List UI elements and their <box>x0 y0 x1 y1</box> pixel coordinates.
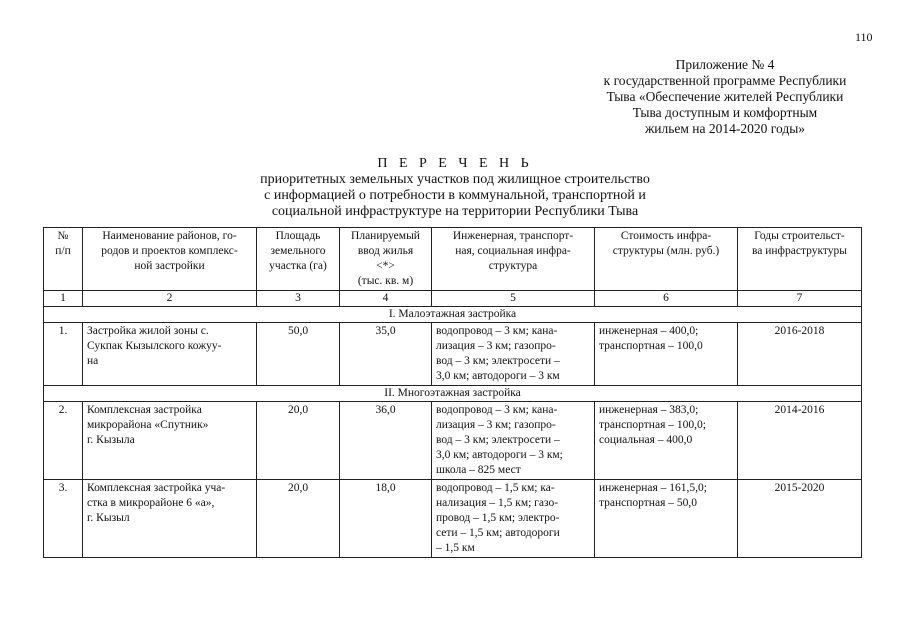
section-row-multi-storey <box>44 386 862 402</box>
column-number: 3 <box>257 291 340 307</box>
row-area: 50,0 <box>257 323 340 386</box>
row-cost: инженерная – 161,5,0; транспортная – 50,0 <box>595 480 738 558</box>
column-number: 6 <box>595 291 738 307</box>
appendix-line: жильем на 2014-2020 годы» <box>644 121 806 136</box>
appendix-line: Приложение № 4 <box>675 57 775 72</box>
title-heading: П Е Р Е Ч Е Н Ь <box>377 156 533 171</box>
appendix-note <box>560 57 890 137</box>
appendix-line: Тыва доступным и комфортным <box>632 105 818 120</box>
table-row <box>44 480 862 558</box>
row-infrastructure: водопровод – 3 км; кана- лизация – 3 км; газопро- вод – 3 км; электросети – 3,0 км; автодороги – 3 км; школа – 825 мест <box>432 402 595 480</box>
row-years: 2016-2018 <box>738 323 862 386</box>
row-cost: инженерная – 383,0; транспортная – 100,0; социальная – 400,0 <box>595 402 738 480</box>
appendix-line: Тыва «Обеспечение жителей Республики <box>606 89 844 104</box>
row-housing: 18,0 <box>340 480 432 558</box>
column-number: 4 <box>340 291 432 307</box>
title-line: с информацией о потребности в коммунальной, транспортной и <box>264 188 646 203</box>
land-plots-table <box>43 227 862 558</box>
column-number: 7 <box>738 291 862 307</box>
appendix-line: к государственной программе Республики <box>603 73 847 88</box>
row-years: 2015-2020 <box>738 480 862 558</box>
table-row <box>44 323 862 386</box>
column-number: 2 <box>83 291 257 307</box>
row-housing: 35,0 <box>340 323 432 386</box>
row-name: Застройка жилой зоны с. Сукпак Кызылского кожуу- на <box>83 323 257 386</box>
table-header-row <box>44 228 862 291</box>
section-title: I. Малоэтажная застройка <box>44 307 862 323</box>
row-area: 20,0 <box>257 402 340 480</box>
table-row <box>44 402 862 480</box>
row-num: 1. <box>44 323 83 386</box>
page-number: 110 <box>855 30 873 44</box>
row-housing: 36,0 <box>340 402 432 480</box>
row-name: Комплексная застройка уча- стка в микрорайоне 6 «а», г. Кызыл <box>83 480 257 558</box>
header-area: Площадь земельного участка (га) <box>257 228 340 291</box>
header-name: Наименование районов, го- родов и проектов комплекс- ной застройки <box>83 228 257 291</box>
row-area: 20,0 <box>257 480 340 558</box>
row-num: 2. <box>44 402 83 480</box>
row-years: 2014-2016 <box>738 402 862 480</box>
row-infrastructure: водопровод – 3 км; кана- лизация – 3 км; газопро- вод – 3 км; электросети – 3,0 км; автодороги – 3 км <box>432 323 595 386</box>
row-name: Комплексная застройка микрорайона «Спутник» г. Кызыла <box>83 402 257 480</box>
header-num: № п/п <box>44 228 83 291</box>
column-number: 5 <box>432 291 595 307</box>
column-number: 1 <box>44 291 83 307</box>
row-cost: инженерная – 400,0; транспортная – 100,0 <box>595 323 738 386</box>
header-housing: Планируемый ввод жилья <*> (тыс. кв. м) <box>340 228 432 291</box>
document-title <box>225 156 685 220</box>
row-num: 3. <box>44 480 83 558</box>
title-line: приоритетных земельных участков под жилищное строительство <box>260 172 650 187</box>
section-title: II. Многоэтажная застройка <box>44 386 862 402</box>
title-line: социальной инфраструктуре на территории Республики Тыва <box>271 204 639 219</box>
header-cost: Стоимость инфра- структуры (млн. руб.) <box>595 228 738 291</box>
header-years: Годы строительст- ва инфраструктуры <box>738 228 862 291</box>
column-number-row <box>44 291 862 307</box>
section-row-low-rise <box>44 307 862 323</box>
row-infrastructure: водопровод – 1,5 км; ка- нализация – 1,5 км; газо- провод – 1,5 км; электро- сети – 1,5 км; автодороги – 1,5 км <box>432 480 595 558</box>
header-infrastructure: Инженерная, транспорт- ная, социальная инфра- структура <box>432 228 595 291</box>
